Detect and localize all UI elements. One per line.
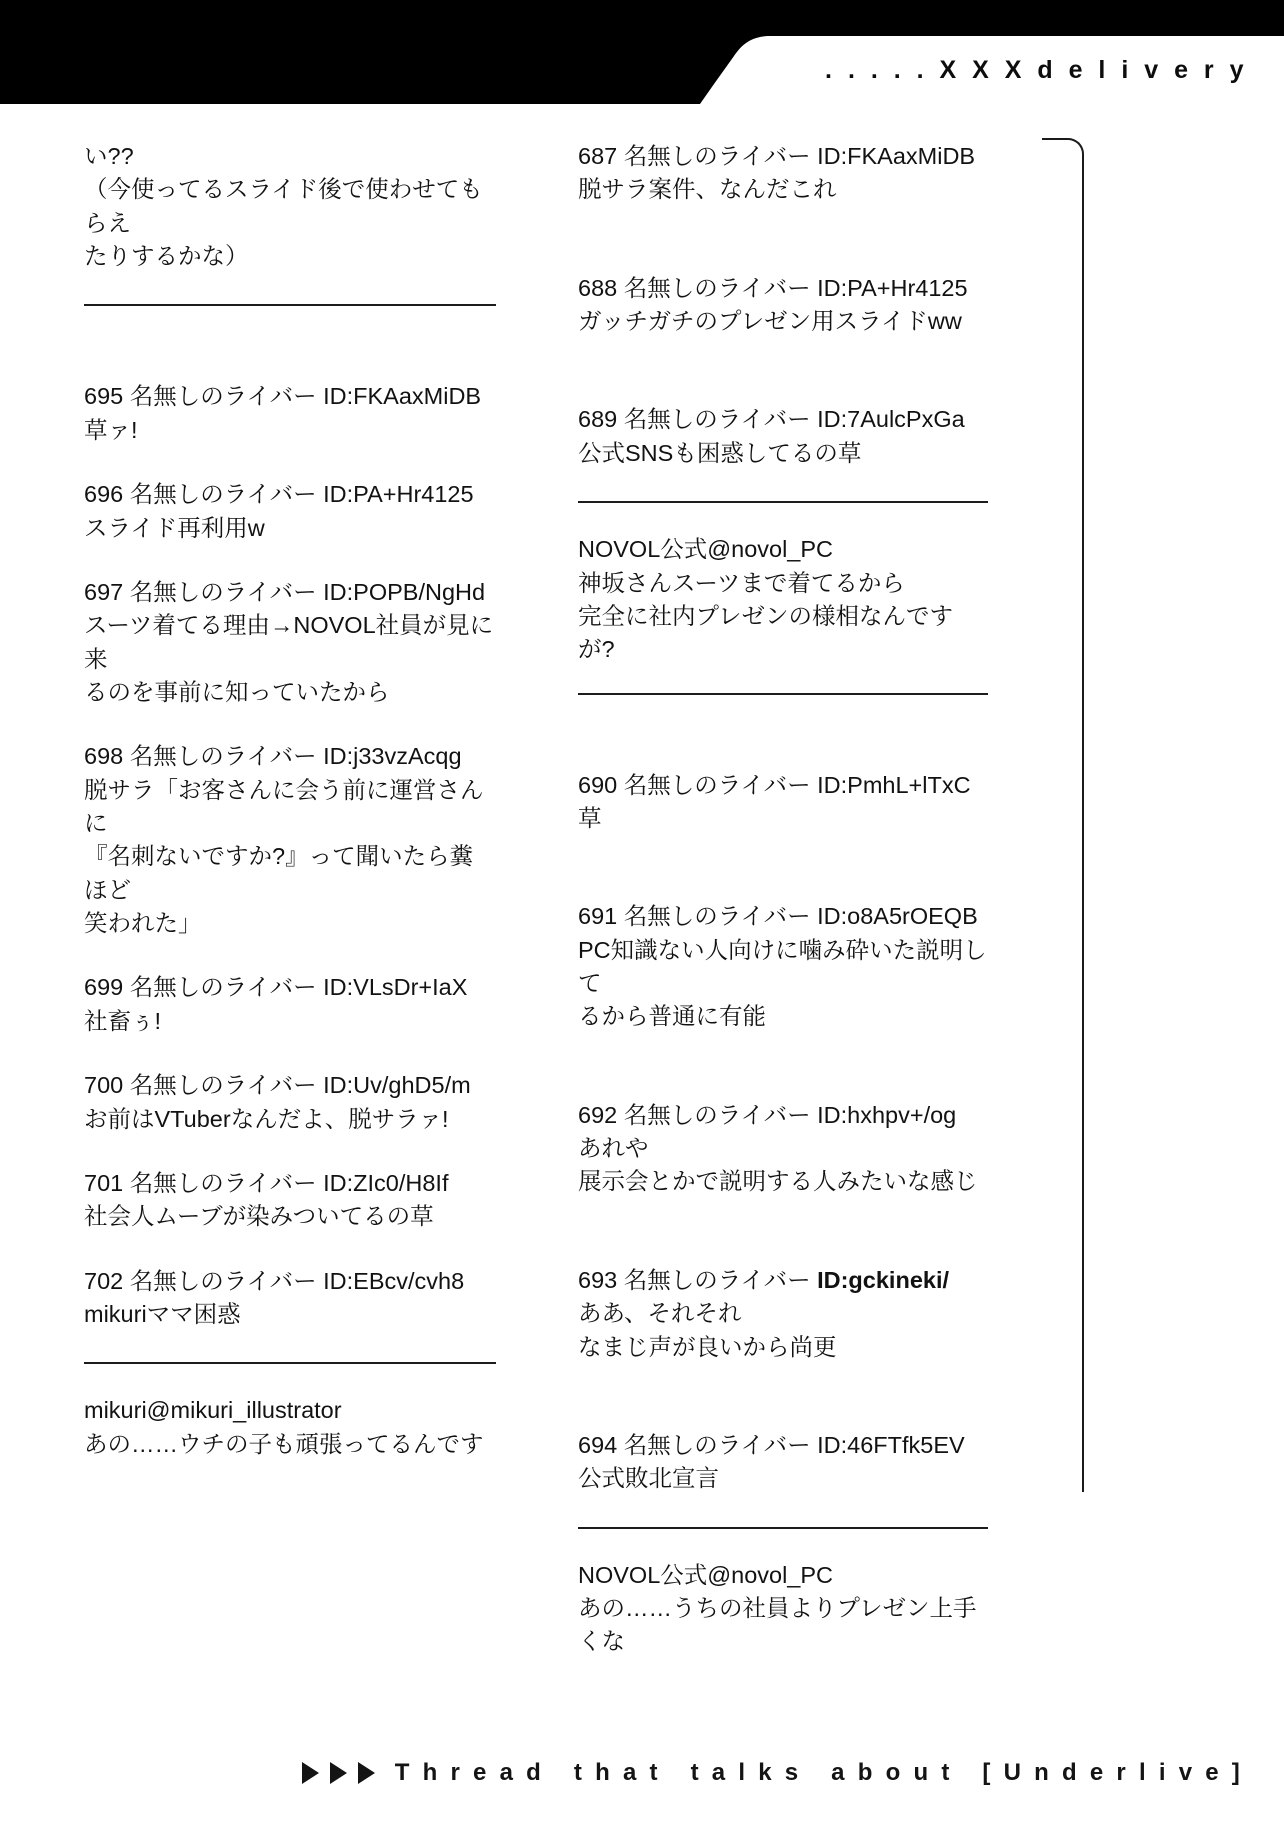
header-banner: [0, 0, 1284, 108]
post-number: 696: [84, 481, 124, 508]
right-column: [578, 140, 988, 1685]
post-header: [578, 403, 988, 436]
post-body: 脱サラ「お客さんに会う前に運営さんに 『名刺ないですか?』って聞いたら糞ほど 笑われた」: [84, 776, 484, 937]
post-author: 名無しのライバー: [129, 743, 317, 770]
triangle-right-icon: [302, 1762, 319, 1784]
post-author: 名無しのライバー: [129, 481, 317, 508]
thread-columns: [0, 140, 1284, 1655]
divider: [84, 1362, 496, 1364]
post-body: スライド再利用w: [84, 514, 265, 541]
post-header: [84, 1265, 496, 1298]
post-number: 690: [578, 771, 618, 798]
post-body: PC知識ない人向けに噛み砕いた説明して るから普通に有能: [578, 936, 987, 1030]
post-id: ID:POPB/NgHd: [323, 578, 486, 605]
post-body: ガッチガチのプレゼン用スライドww: [578, 308, 962, 335]
post-id: ID:VLsDr+IaX: [323, 974, 468, 1001]
post-author: 名無しのライバー: [623, 143, 811, 169]
post-body: 社畜ぅ!: [84, 1007, 162, 1034]
post-id: ID:EBcv/cvh8: [323, 1267, 465, 1294]
spacer: [578, 369, 988, 403]
post-692: [578, 1099, 988, 1199]
post-number: 698: [84, 743, 124, 770]
post-body: あれや 展示会とかで説明する人みたいな感じ: [578, 1135, 978, 1195]
post-header: [84, 1167, 496, 1200]
divider: [578, 1527, 988, 1529]
spacer: [578, 1065, 988, 1099]
post-number: 694: [578, 1431, 618, 1458]
tweet-body: あの……うちの社員よりプレゼン上手くな: [578, 1594, 977, 1655]
page-title: . . . . . X X X d e l i v e r y: [825, 56, 1248, 84]
post-header: [84, 576, 496, 609]
post-author: 名無しのライバー: [623, 903, 811, 930]
post-number: 689: [578, 406, 618, 433]
post-694: [578, 1429, 988, 1496]
post-header: [84, 478, 496, 511]
tweet-novol-top: [578, 533, 988, 666]
post-body: お前はVTuberなんだよ、脱サラァ!: [84, 1105, 449, 1132]
left-column: [84, 140, 496, 1487]
post-id: ID:PA+Hr4125: [323, 481, 474, 508]
spacer: [578, 1230, 988, 1264]
post-body: 社会人ムーブが染みついてるの草: [84, 1203, 434, 1230]
post-header: [84, 971, 496, 1004]
post-header: [84, 1069, 496, 1102]
post-number: 701: [84, 1169, 124, 1196]
post-number: 692: [578, 1101, 618, 1128]
post-header: [578, 1099, 988, 1132]
post-author: 名無しのライバー: [129, 1267, 317, 1294]
post-author: 名無しのライバー: [623, 771, 811, 798]
post-header: [578, 140, 988, 173]
spacer: [578, 238, 988, 272]
post-number: 688: [578, 274, 618, 301]
post-header: [578, 769, 988, 802]
footer-arrow-group: [302, 1762, 375, 1784]
divider: [578, 501, 988, 503]
post-author: 名無しのライバー: [129, 1072, 317, 1099]
post-header: [578, 900, 988, 933]
post-id: ID:j33vzAcqg: [323, 743, 462, 770]
post-id: ID:hxhpv+/og: [817, 1101, 957, 1128]
post-header: [84, 380, 496, 413]
divider: [84, 304, 496, 306]
tweet-body: 神坂さんスーツまで着てるから 完全に社内プレゼンの様相なんですが?: [578, 569, 954, 663]
post-body: 公式SNSも困惑してるの草: [578, 439, 862, 466]
post-body: 公式敗北宣言: [578, 1465, 719, 1492]
post-header: [578, 1429, 988, 1462]
page-footer: [0, 1748, 1284, 1798]
post-id-highlighted: ID:gckineki/: [817, 1266, 950, 1293]
post-698: [84, 740, 496, 940]
post-header: [578, 1264, 988, 1297]
spacer: [578, 866, 988, 900]
post-687: [578, 140, 988, 207]
tweet-body: あの……ウチの子も頑張ってるんです: [84, 1430, 484, 1457]
post-696: [84, 478, 496, 545]
post-id: ID:PA+Hr4125: [817, 274, 968, 301]
footer-label: T h r e a d t h a t t a l k s a b o u t [ U n d e r l i v e ]: [394, 1759, 1244, 1786]
tweet-mikuri: [84, 1394, 496, 1461]
post-693: [578, 1264, 988, 1364]
post-author: 名無しのライバー: [623, 1431, 811, 1458]
triangle-right-icon: [358, 1762, 375, 1784]
triangle-right-icon: [330, 1762, 347, 1784]
post-691: [578, 900, 988, 1033]
post-body: スーツ着てる理由→NOVOL社員が見に来 るのを事前に知っていたから: [84, 612, 494, 705]
post-author: 名無しのライバー: [623, 1266, 811, 1293]
post-699: [84, 971, 496, 1038]
post-695: [84, 380, 496, 447]
post-number: 699: [84, 974, 124, 1001]
post-number: 687: [578, 143, 618, 169]
post-author: 名無しのライバー: [623, 1101, 811, 1128]
post-header: [84, 740, 496, 773]
post-id: ID:PmhL+lTxC: [817, 771, 971, 798]
post-author: 名無しのライバー: [623, 406, 811, 433]
tweet-novol-bottom: [578, 1559, 988, 1659]
post-701: [84, 1167, 496, 1234]
spacer: [578, 1395, 988, 1429]
continuation-text: い?? （今使ってるスライド後で使わせてもらえ たりするかな）: [84, 143, 483, 270]
post-700: [84, 1069, 496, 1136]
post-id: ID:FKAaxMiDB: [817, 143, 976, 169]
post-author: 名無しのライバー: [623, 274, 811, 301]
tweet-handle: NOVOL公式@novol_PC: [578, 1561, 834, 1588]
post-702: [84, 1265, 496, 1332]
post-author: 名無しのライバー: [129, 1169, 317, 1196]
post-id: ID:7AulcPxGa: [817, 406, 965, 433]
post-number: 702: [84, 1267, 124, 1294]
post-id: ID:46FTfk5EV: [817, 1431, 965, 1458]
post-body: 草ァ!: [84, 416, 138, 443]
divider: [578, 693, 988, 695]
post-author: 名無しのライバー: [129, 383, 317, 410]
post-body: mikuriママ困惑: [84, 1300, 241, 1327]
post-number: 695: [84, 383, 124, 410]
post-id: ID:Uv/ghD5/m: [323, 1072, 471, 1099]
tweet-handle: NOVOL公式@novol_PC: [578, 536, 834, 563]
post-id: ID:ZIc0/H8If: [323, 1169, 449, 1196]
post-body: ああ、それそれ なまじ声が良いから尚更: [578, 1300, 837, 1360]
post-body: 脱サラ案件、なんだこれ: [578, 176, 837, 203]
post-number: 700: [84, 1072, 124, 1099]
post-body: 草: [578, 804, 602, 831]
post-author: 名無しのライバー: [129, 974, 317, 1001]
post-author: 名無しのライバー: [129, 578, 317, 605]
post-header: [578, 272, 988, 305]
post-id: ID:FKAaxMiDB: [323, 383, 482, 410]
post-id: ID:o8A5rOEQB: [817, 903, 978, 930]
post-697: [84, 576, 496, 709]
post-number: 691: [578, 903, 618, 930]
continuation-block: [84, 140, 496, 273]
post-690: [578, 769, 988, 836]
post-689: [578, 403, 988, 470]
post-688: [578, 272, 988, 339]
post-number: 697: [84, 578, 124, 605]
post-number: 693: [578, 1266, 618, 1293]
tweet-handle: mikuri@mikuri_illustrator: [84, 1397, 342, 1424]
